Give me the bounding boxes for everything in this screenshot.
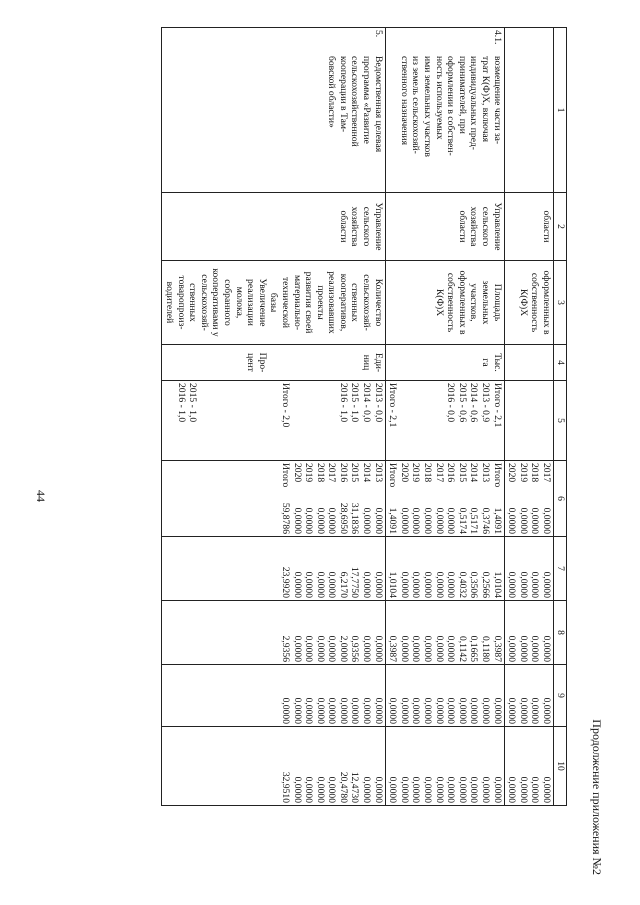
text-line: индивидуальных пред-: [468, 56, 480, 150]
year-label: 2020: [506, 463, 518, 483]
program-table: [161, 27, 567, 806]
value: 0,0000: [541, 776, 552, 803]
text-line: развития своей: [303, 271, 315, 334]
target-line: 2016 - 1,0: [175, 383, 187, 423]
cell-col10: [504, 727, 553, 806]
value: 0,0000: [541, 507, 552, 534]
cell-col10: [162, 727, 385, 806]
value: 0,0000: [468, 776, 480, 803]
text-line: сельскохозяй-: [198, 274, 210, 331]
text-line: молока,: [233, 286, 245, 319]
value: 0,0000: [529, 635, 541, 662]
value: 0,0000: [445, 635, 457, 662]
cell-col1: [504, 28, 553, 193]
value: 0,0000: [326, 507, 338, 534]
text-line: программа «Развитие: [361, 56, 373, 144]
text-line: сельского: [361, 206, 373, 247]
unit-line: га: [480, 358, 492, 367]
cell-col2: [385, 193, 504, 261]
text-line: трат К(Ф)Х, включая: [480, 56, 492, 143]
value: 0,0000: [303, 571, 315, 598]
value: 0,0000: [279, 697, 291, 724]
value: 0,4032: [456, 571, 468, 598]
value: 31,1836: [349, 502, 361, 534]
value: 0,0000: [529, 697, 541, 724]
text-line: сельского: [480, 206, 492, 247]
value: 0,0000: [303, 507, 315, 534]
value: 0,9356: [349, 635, 361, 662]
value: 0,0000: [291, 571, 303, 598]
text-line: участков,: [468, 283, 480, 322]
cell-col8: [162, 601, 385, 665]
cell-col10: [385, 727, 504, 806]
year-label: 2018: [529, 463, 541, 483]
value: 0,0000: [326, 697, 338, 724]
value: 0,0000: [506, 507, 518, 534]
value: 2,0000: [337, 635, 349, 662]
table-row-continued: [504, 28, 553, 806]
value: 0,0000: [361, 507, 373, 534]
cell-col4: [385, 345, 504, 381]
text-line: области: [541, 210, 552, 243]
value: 32,9510: [279, 771, 291, 803]
table-row-5: [162, 28, 385, 806]
year-label: 2015: [456, 463, 468, 483]
target-line: 2014 - 0,0: [361, 383, 373, 423]
value: 0,0000: [491, 776, 503, 803]
value: 0,0000: [541, 635, 552, 662]
col-header: 7: [554, 537, 567, 601]
text-line: собранного: [221, 279, 233, 326]
text-line: товаропроиз-: [175, 275, 187, 330]
text-line: кооперативов,: [337, 273, 349, 332]
target-line: 2014 - 0,6: [468, 383, 480, 423]
year-label: 2013: [372, 463, 384, 483]
text-line: ственных: [349, 283, 361, 322]
text-line: ими земельных участков: [422, 56, 434, 157]
year-label: 2019: [410, 463, 422, 483]
cell-col7: [162, 537, 385, 601]
text-line: Площадь: [491, 283, 503, 322]
year-label: Итого: [279, 463, 291, 488]
text-line: ность используемых: [433, 56, 445, 140]
value: 0,0000: [422, 507, 434, 534]
text-line: из земель сельскохозяй-: [410, 56, 422, 154]
value: 0,0000: [326, 571, 338, 598]
text-line: К(Ф)Х: [517, 288, 529, 317]
value: 0,0000: [326, 635, 338, 662]
value: 20,4780: [337, 771, 349, 803]
value: 0,0000: [422, 635, 434, 662]
value: 0,0000: [468, 697, 480, 724]
value: 0,0000: [506, 635, 518, 662]
year-label: Итого: [387, 463, 399, 488]
value: 0,0000: [372, 507, 384, 534]
target-line: 2013 - 0,0: [372, 383, 384, 423]
col-header: 9: [554, 665, 567, 727]
value: 0,0000: [517, 507, 529, 534]
value: 1,0104: [387, 571, 399, 598]
target-line: 2015 - 1,0: [349, 383, 361, 423]
text-line: бовской области»: [326, 56, 338, 128]
cell-col4: [162, 345, 385, 381]
value: 2,9356: [279, 635, 291, 662]
table-row-4-1: [385, 28, 504, 806]
value: 0,0000: [361, 776, 373, 803]
year-label: 2020: [291, 463, 303, 483]
cell-col8: [385, 601, 504, 665]
value: 0,0000: [314, 571, 326, 598]
value: 0,0000: [529, 776, 541, 803]
year-label: 2019: [303, 463, 315, 483]
text-line: К(Ф)Х: [433, 288, 445, 317]
value: 0,0000: [433, 507, 445, 534]
year-label: 2014: [468, 463, 480, 483]
value: 1,4091: [387, 507, 399, 534]
value: 0,0000: [480, 776, 492, 803]
cell-col1: [162, 28, 385, 193]
value: 0,0000: [517, 776, 529, 803]
year-label: 2017: [326, 463, 338, 483]
value: 0,0000: [445, 697, 457, 724]
cell-col9: [504, 665, 553, 727]
value: 0,0000: [361, 697, 373, 724]
cell-col2: [504, 193, 553, 261]
value: 0,0000: [372, 697, 384, 724]
text-line: проекты: [314, 285, 326, 320]
target-line: Итого - 2,1: [387, 383, 399, 428]
value: 0,0000: [517, 571, 529, 598]
cell-col5: [504, 381, 553, 461]
year-label: 2018: [314, 463, 326, 483]
value: 6,2170: [337, 571, 349, 598]
continuation-label: Продолжение приложения №2: [590, 719, 604, 875]
text-line: ственных: [187, 283, 199, 322]
text-line: реализовавших: [326, 271, 338, 334]
value: 0,0000: [541, 571, 552, 598]
value: 0,0000: [291, 697, 303, 724]
value: 0,5171: [468, 507, 480, 534]
value: 0,5174: [456, 507, 468, 534]
value: 17,7750: [349, 566, 361, 598]
year-label: 2016: [445, 463, 457, 483]
text-line: возмещение части за-: [491, 56, 503, 145]
value: 0,0000: [372, 571, 384, 598]
value: 0,0000: [506, 697, 518, 724]
text-line: области: [456, 210, 468, 243]
text-line: оформленных в: [456, 270, 468, 335]
value: 28,6950: [337, 502, 349, 534]
value: 0,0000: [410, 776, 422, 803]
value: 0,0000: [410, 507, 422, 534]
page-number: 44: [34, 490, 48, 502]
value: 0,0000: [303, 776, 315, 803]
col-header: 4: [554, 345, 567, 381]
value: 0,0000: [445, 507, 457, 534]
col-header: 2: [554, 193, 567, 261]
text-line: хозяйства: [468, 206, 480, 247]
cell-col9: [162, 665, 385, 727]
value: 0,0000: [433, 571, 445, 598]
text-line: кооперации в Там-: [337, 56, 349, 133]
value: 0,0000: [361, 635, 373, 662]
value: 0,1142: [456, 635, 468, 662]
year-label: 2016: [337, 463, 349, 483]
unit-line: Про-: [256, 352, 268, 373]
value: 0,0000: [314, 635, 326, 662]
cell-col9: [385, 665, 504, 727]
target-line: 2015 - 0,6: [456, 383, 468, 423]
target-line: 2016 - 1,0: [337, 383, 349, 423]
value: 0,0000: [480, 697, 492, 724]
value: 0,0000: [433, 697, 445, 724]
value: 0,0000: [314, 776, 326, 803]
year-label: 2019: [517, 463, 529, 483]
rotated-page: [40, 27, 604, 877]
col-header: 1: [554, 28, 567, 193]
text-line: области: [337, 210, 349, 243]
value: 0,0000: [398, 635, 410, 662]
text-line: Управление: [491, 202, 503, 251]
value: 0,0000: [422, 697, 434, 724]
value: 0,0000: [445, 776, 457, 803]
text-line: технической: [279, 276, 291, 329]
value: 0,0000: [398, 507, 410, 534]
cell-col1: [385, 28, 504, 193]
value: 0,0000: [387, 776, 399, 803]
value: 0,3506: [468, 571, 480, 598]
cell-col6: [504, 461, 553, 537]
value: 0,0000: [422, 776, 434, 803]
value: 59,8786: [279, 502, 291, 534]
value: 0,0000: [387, 697, 399, 724]
value: 0,0000: [517, 635, 529, 662]
value: 0,1665: [468, 635, 480, 662]
year-label: Итого: [491, 463, 503, 488]
value: 0,0000: [398, 697, 410, 724]
cell-col7: [504, 537, 553, 601]
value: 0,0000: [491, 697, 503, 724]
value: 0,0000: [529, 571, 541, 598]
target-line: 2016 - 0,0: [445, 383, 457, 423]
value: 0,0000: [337, 697, 349, 724]
col-header: 3: [554, 261, 567, 345]
value: 0,0000: [398, 776, 410, 803]
year-label: 2015: [349, 463, 361, 483]
cell-col8: [504, 601, 553, 665]
row-number: 5.: [372, 30, 384, 38]
unit-line: Еди-: [372, 352, 384, 373]
text-line: оформленных в: [541, 270, 552, 335]
value: 0,0000: [291, 507, 303, 534]
value: 0,3987: [387, 635, 399, 662]
text-line: материально-: [291, 274, 303, 331]
value: 0,0000: [303, 697, 315, 724]
text-line: собственность: [529, 272, 541, 333]
cell-col5: [162, 381, 385, 461]
col-header: 5: [554, 381, 567, 461]
value: 0,0000: [422, 571, 434, 598]
text-line: Увеличение: [256, 278, 268, 327]
value: 0,0000: [314, 507, 326, 534]
col-header: 10: [554, 727, 567, 806]
value: 0,0000: [361, 571, 373, 598]
text-line: земельных: [480, 280, 492, 325]
text-line: Ведомственная целевая: [372, 56, 384, 153]
cell-col3: [504, 261, 553, 345]
value: 0,3987: [491, 635, 503, 662]
unit-line: ниц: [361, 354, 373, 371]
text-line: принимателей, при: [456, 56, 468, 134]
column-number-row: [554, 28, 567, 806]
year-label: 2014: [361, 463, 373, 483]
text-line: базы: [268, 292, 280, 313]
value: 0,0000: [456, 776, 468, 803]
value: 0,0000: [326, 776, 338, 803]
value: 0,0000: [291, 635, 303, 662]
col-header: 8: [554, 601, 567, 665]
value: 0,0000: [506, 571, 518, 598]
unit-line: цент: [245, 353, 257, 372]
value: 0,0000: [433, 776, 445, 803]
value: 0,0000: [529, 507, 541, 534]
value: 0,0000: [410, 635, 422, 662]
text-line: оформлении в собствен-: [445, 56, 457, 156]
col-header: 6: [554, 461, 567, 537]
unit-line: Тыс.: [491, 353, 503, 372]
cell-col2: [162, 193, 385, 261]
cell-col7: [385, 537, 504, 601]
value: 0,0000: [506, 776, 518, 803]
text-line: сельскохозяй-: [361, 274, 373, 331]
cell-col3: [162, 261, 385, 345]
value: 12,4730: [349, 771, 361, 803]
value: 0,0000: [303, 635, 315, 662]
value: 0,0000: [291, 776, 303, 803]
cell-col5: [385, 381, 504, 461]
value: 0,0000: [541, 697, 552, 724]
year-label: 2018: [422, 463, 434, 483]
cell-col6: [385, 461, 504, 537]
value: 1,4091: [491, 507, 503, 534]
value: 0,0000: [314, 697, 326, 724]
text-line: Управление: [372, 202, 384, 251]
value: 0,0000: [445, 571, 457, 598]
value: 0,0000: [410, 571, 422, 598]
text-line: реализации: [245, 279, 257, 326]
cell-col3: [385, 261, 504, 345]
cell-col6: [162, 461, 385, 537]
text-line: ственного назначения: [398, 56, 410, 146]
text-line: водителей: [164, 281, 175, 324]
value: 0,0000: [456, 697, 468, 724]
value: 0,0000: [410, 697, 422, 724]
row-number: 4.1.: [491, 30, 503, 45]
cell-col4: [504, 345, 553, 381]
text-line: хозяйства: [349, 206, 361, 247]
value: 0,0000: [433, 635, 445, 662]
value: 0,0000: [517, 697, 529, 724]
text-line: Количество: [372, 278, 384, 327]
value: 1,0104: [491, 571, 503, 598]
target-line: Итого - 2,1: [491, 383, 503, 428]
value: 0,2566: [480, 571, 492, 598]
year-label: 2020: [398, 463, 410, 483]
target-line: 2015 - 1,0: [187, 383, 199, 423]
value: 0,3746: [480, 507, 492, 534]
text-line: кооперативами у: [210, 268, 222, 337]
value: 0,0000: [372, 635, 384, 662]
value: 0,0000: [349, 697, 361, 724]
text-line: собственность: [445, 272, 457, 333]
value: 0,1180: [480, 635, 492, 662]
text-line: сельскохозяйственной: [349, 56, 361, 147]
target-line: Итого - 2,0: [279, 383, 291, 428]
year-label: 2017: [433, 463, 445, 483]
year-label: 2013: [480, 463, 492, 483]
value: 23,9920: [279, 566, 291, 598]
year-label: 2017: [541, 463, 552, 483]
target-line: 2013 - 0,9: [480, 383, 492, 423]
value: 0,0000: [372, 776, 384, 803]
value: 0,0000: [398, 571, 410, 598]
